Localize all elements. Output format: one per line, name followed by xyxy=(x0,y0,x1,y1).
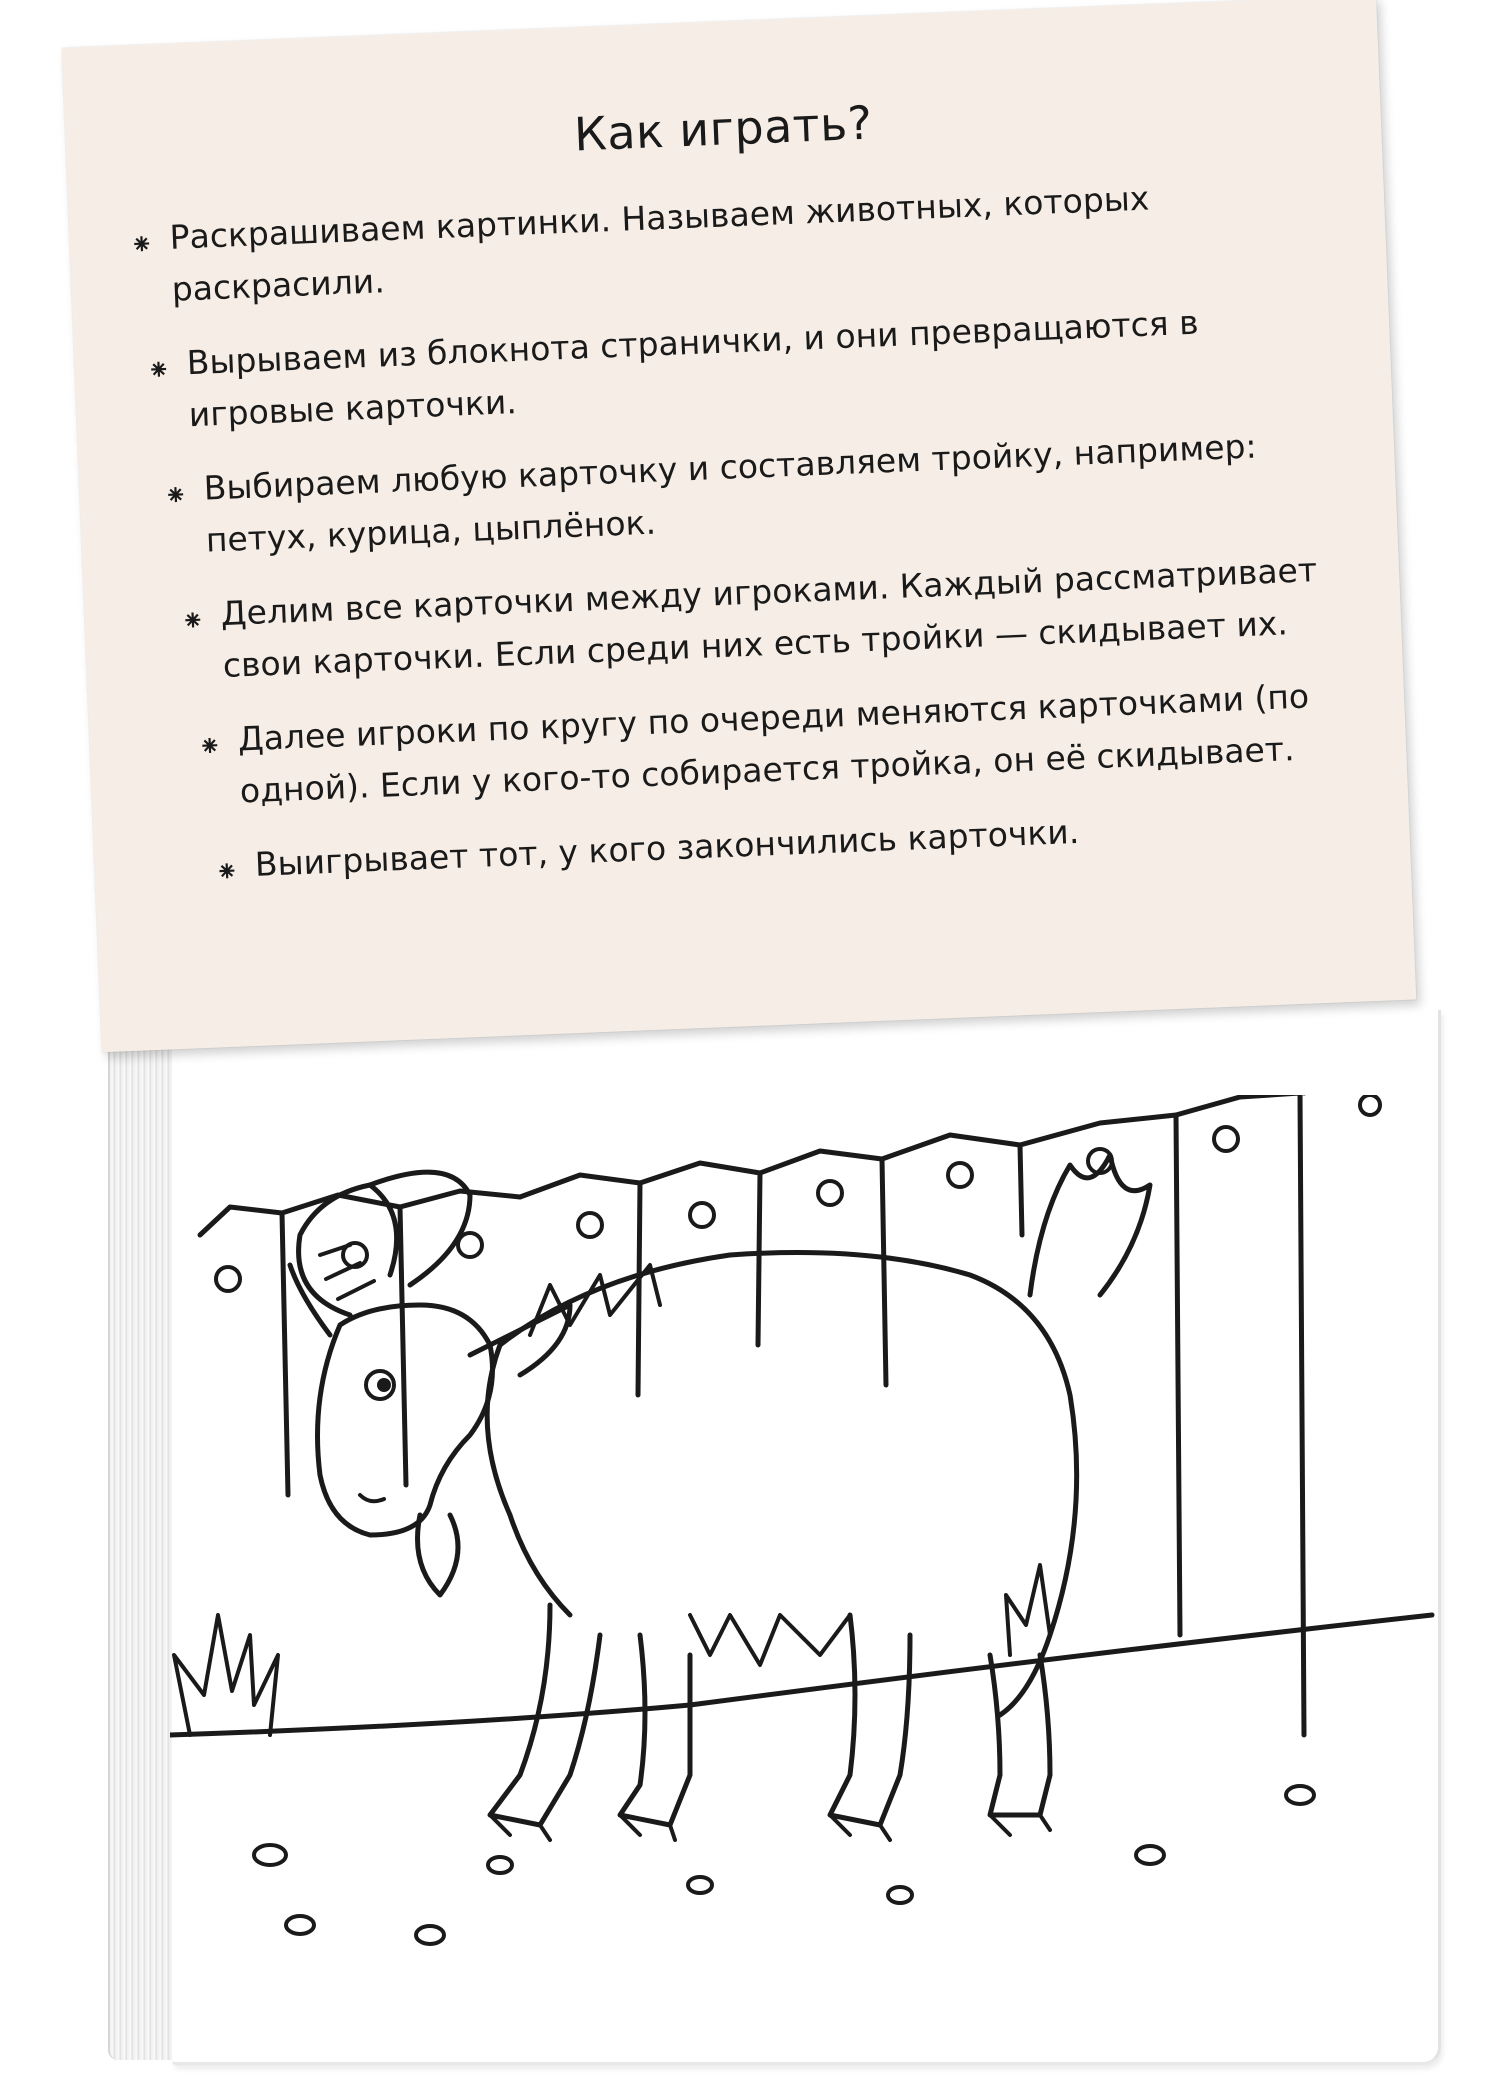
rule-text: Вырываем из блокнота странички, и они превращаются в игровые карточки. xyxy=(185,302,1200,435)
rule-item xyxy=(129,165,1342,317)
asterisk-bullet-icon: ⁕ xyxy=(129,227,155,262)
rule-item xyxy=(197,668,1362,819)
rules-card xyxy=(62,0,1416,1052)
rule-text: Делим все карточки между игроками. Каждый рассматривает свои карточки. Если среди них есть тройки — скидывает их. xyxy=(220,550,1318,686)
rule-text: Далее игроки по кругу по очереди меняются карточками (по одной). Если у кого-то собирается тройка, он её скидывает. xyxy=(237,676,1310,811)
rule-text: Выбираем любую карточку и составляем тройку, например: петух, курица, цыплёнок. xyxy=(202,426,1258,560)
rule-text: Раскрашиваем картинки. Называем животных, которых раскрасили. xyxy=(168,178,1151,309)
asterisk-bullet-icon: ⁕ xyxy=(146,352,172,387)
rules-list xyxy=(129,165,1366,917)
goat-icon xyxy=(290,1155,1150,1840)
asterisk-bullet-icon: ⁕ xyxy=(197,729,223,764)
rule-item xyxy=(163,417,1352,569)
asterisk-bullet-icon: ⁕ xyxy=(214,854,240,889)
rule-item xyxy=(146,291,1347,443)
asterisk-bullet-icon: ⁕ xyxy=(163,478,189,513)
rule-item xyxy=(180,543,1357,694)
fence-icon xyxy=(170,1095,1432,1735)
rule-text: Выигрывает тот, у кого закончились карточки. xyxy=(254,811,1080,884)
goat-coloring-illustration xyxy=(170,1095,1440,1985)
card-title: Как играть? xyxy=(573,95,874,162)
pebbles-icon xyxy=(254,1786,1314,1944)
asterisk-bullet-icon: ⁕ xyxy=(180,603,206,638)
